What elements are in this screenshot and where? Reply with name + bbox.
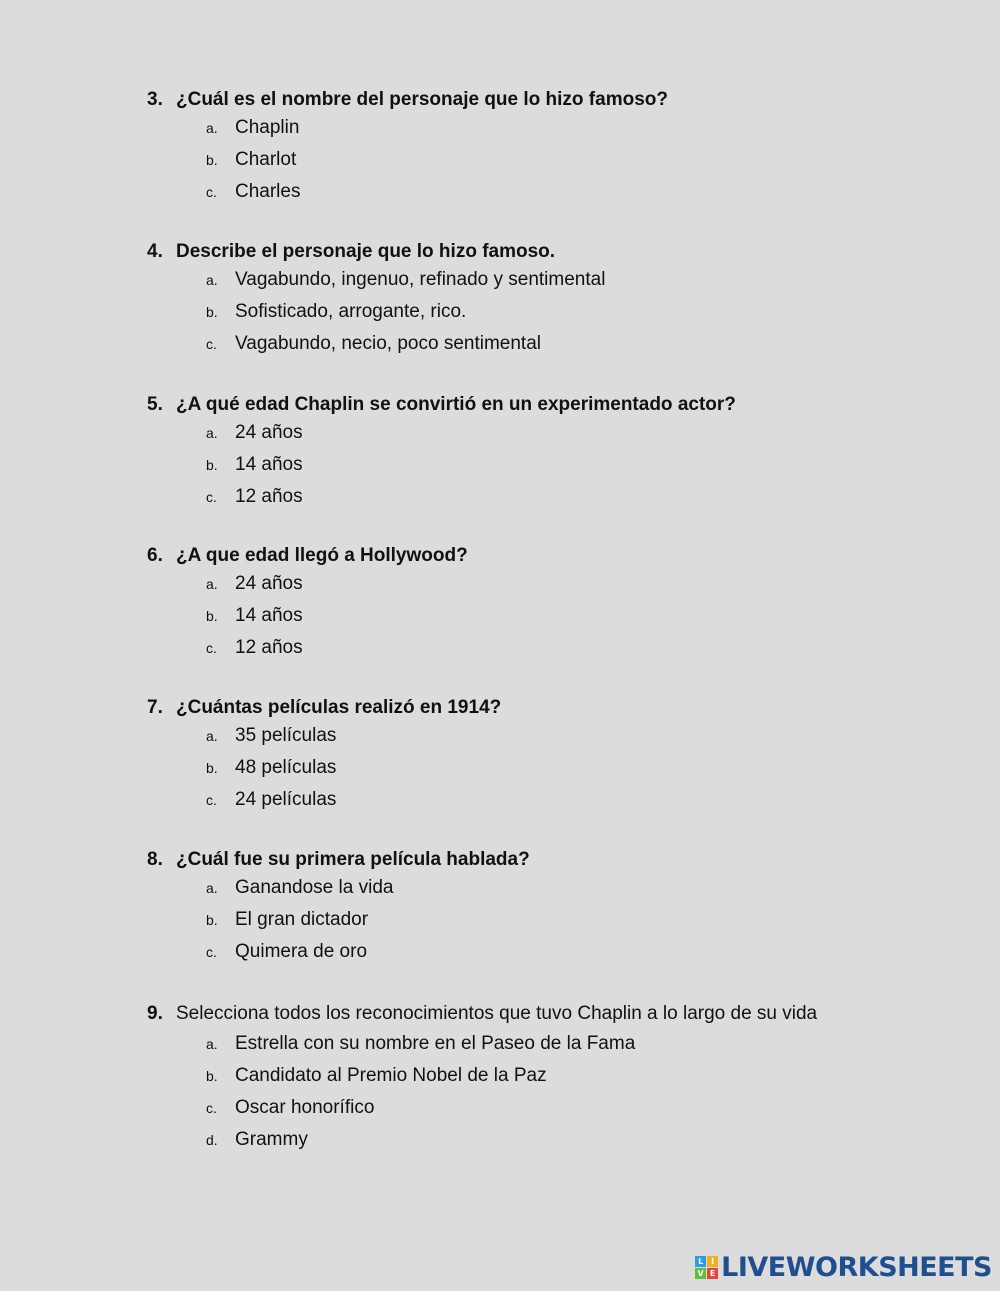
option-c[interactable] — [206, 481, 947, 513]
option-text: 35 películas — [235, 725, 337, 746]
liveworksheets-logo — [695, 1252, 992, 1283]
option-b[interactable] — [206, 144, 947, 176]
logo-tile: L — [695, 1256, 706, 1267]
option-text: 14 años — [235, 605, 303, 626]
question-number: 3. — [147, 89, 163, 110]
option-letter: b. — [206, 760, 218, 776]
option-letter: c. — [206, 336, 217, 352]
question-number: 6. — [147, 545, 163, 566]
question-text: ¿Cuál fue su primera película hablada? — [176, 849, 530, 870]
option-b[interactable] — [206, 296, 947, 328]
option-letter: a. — [206, 728, 218, 744]
option-a[interactable] — [206, 112, 947, 144]
question-3 — [147, 88, 947, 208]
option-c[interactable] — [206, 328, 947, 360]
question-6 — [147, 544, 947, 664]
option-d[interactable] — [206, 1124, 947, 1156]
option-letter: c. — [206, 184, 217, 200]
option-letter: a. — [206, 880, 218, 896]
option-letter: c. — [206, 792, 217, 808]
option-letter: c. — [206, 489, 217, 505]
question-number: 9. — [147, 1003, 163, 1024]
question-text: ¿A qué edad Chaplin se convirtió en un experimentado actor? — [176, 394, 736, 415]
option-text: Ganandose la vida — [235, 877, 394, 898]
option-text: 24 años — [235, 573, 303, 594]
option-letter: b. — [206, 1068, 218, 1084]
option-text: Charlot — [235, 149, 297, 170]
question-text: Describe el personaje que lo hizo famoso. — [176, 241, 556, 262]
option-text: Vagabundo, necio, poco sentimental — [235, 333, 541, 354]
option-letter: b. — [206, 912, 218, 928]
option-text: Charles — [235, 181, 301, 202]
logo-tile: V — [695, 1268, 706, 1279]
logo-grid-icon — [695, 1256, 718, 1279]
option-b[interactable] — [206, 449, 947, 481]
option-text: 14 años — [235, 454, 303, 475]
option-text: 12 años — [235, 637, 303, 658]
logo-text: LIVEWORKSHEETS — [721, 1252, 992, 1283]
option-letter: c. — [206, 1100, 217, 1116]
option-letter: a. — [206, 120, 218, 136]
option-a[interactable] — [206, 417, 947, 449]
option-letter: b. — [206, 304, 218, 320]
option-letter: c. — [206, 640, 217, 656]
option-b[interactable] — [206, 1060, 947, 1092]
option-text: Oscar honorífico — [235, 1097, 375, 1118]
option-text: Chaplin — [235, 117, 300, 138]
option-b[interactable] — [206, 904, 947, 936]
question-text: Selecciona todos los reconocimientos que tuvo Chaplin a lo largo de su vida — [176, 1003, 818, 1024]
option-text: 48 películas — [235, 757, 337, 778]
option-c[interactable] — [206, 176, 947, 208]
option-letter: d. — [206, 1132, 218, 1148]
option-letter: a. — [206, 1036, 218, 1052]
question-text: ¿A que edad llegó a Hollywood? — [176, 545, 468, 566]
option-text: Grammy — [235, 1129, 308, 1150]
option-text: Candidato al Premio Nobel de la Paz — [235, 1065, 547, 1086]
question-7 — [147, 696, 947, 816]
question-number: 8. — [147, 849, 163, 870]
question-4 — [147, 240, 947, 360]
option-c[interactable] — [206, 1092, 947, 1124]
option-letter: a. — [206, 425, 218, 441]
logo-tile: E — [707, 1268, 718, 1279]
option-letter: a. — [206, 576, 218, 592]
option-letter: a. — [206, 272, 218, 288]
option-letter: c. — [206, 944, 217, 960]
option-text: Vagabundo, ingenuo, refinado y sentimental — [235, 269, 606, 290]
question-number: 7. — [147, 697, 163, 718]
question-text: ¿Cuántas películas realizó en 1914? — [176, 697, 502, 718]
question-text: ¿Cuál es el nombre del personaje que lo hizo famoso? — [176, 89, 668, 110]
option-a[interactable] — [206, 720, 947, 752]
option-letter: b. — [206, 457, 218, 473]
logo-tile: I — [707, 1256, 718, 1267]
option-a[interactable] — [206, 1028, 947, 1060]
option-text: 12 años — [235, 486, 303, 507]
option-text: 24 películas — [235, 789, 337, 810]
option-c[interactable] — [206, 784, 947, 816]
option-c[interactable] — [206, 632, 947, 664]
option-text: 24 años — [235, 422, 303, 443]
option-c[interactable] — [206, 936, 947, 968]
option-text: Estrella con su nombre en el Paseo de la Fama — [235, 1033, 636, 1054]
option-b[interactable] — [206, 600, 947, 632]
option-text: Sofisticado, arrogante, rico. — [235, 301, 467, 322]
option-a[interactable] — [206, 872, 947, 904]
option-text: El gran dictador — [235, 909, 369, 930]
option-letter: b. — [206, 152, 218, 168]
option-b[interactable] — [206, 752, 947, 784]
question-8 — [147, 848, 947, 968]
option-a[interactable] — [206, 568, 947, 600]
question-5 — [147, 393, 947, 513]
option-text: Quimera de oro — [235, 941, 368, 962]
question-number: 5. — [147, 394, 163, 415]
question-9 — [147, 1002, 947, 1156]
option-a[interactable] — [206, 264, 947, 296]
option-letter: b. — [206, 608, 218, 624]
question-number: 4. — [147, 241, 163, 262]
